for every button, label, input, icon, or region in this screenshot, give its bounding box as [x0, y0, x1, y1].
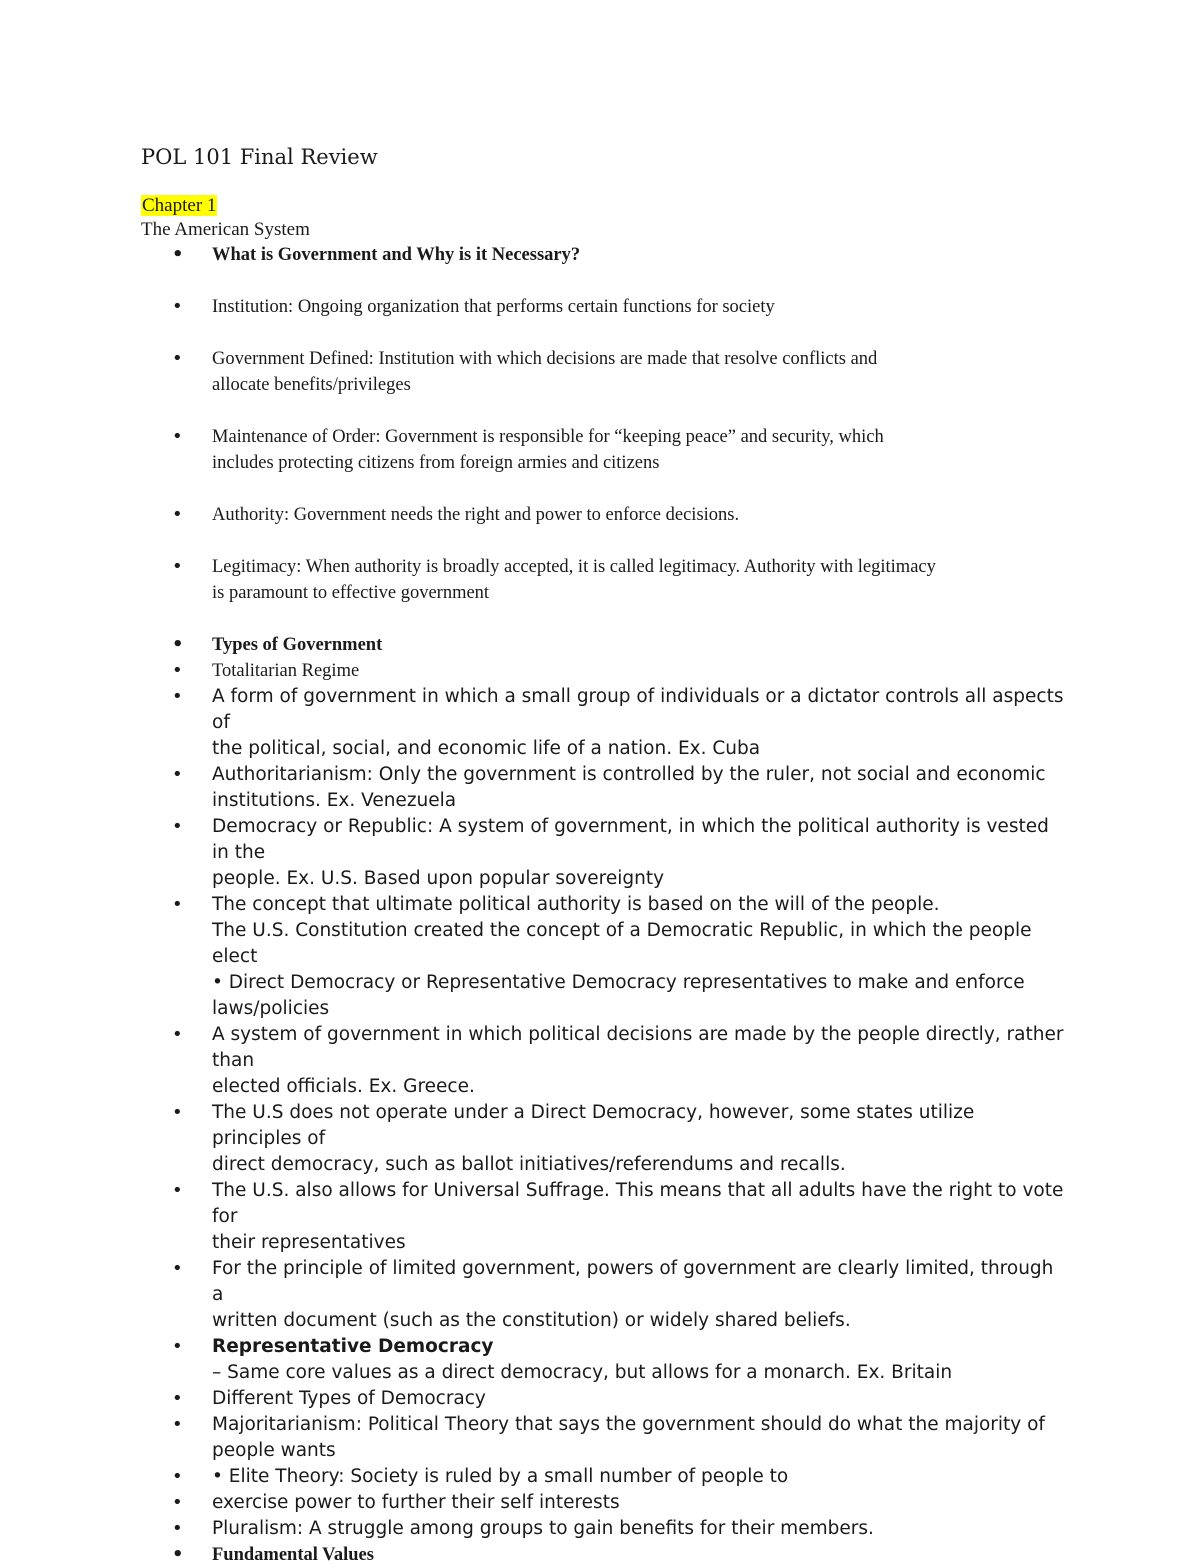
list-item: • Authority: Government needs the right and power to enforce decisions. — [141, 502, 1066, 528]
list-item: • Democracy or Republic: A system of government, in which the political authority is vested in the people. Ex. U.S. Based upon popular sovereignty — [141, 814, 1066, 892]
list-item: • Totalitarian Regime — [141, 658, 1066, 684]
list-item: • Representative Democracy – Same core values as a direct democracy, but allows for a monarch. Ex. Britain — [141, 1334, 1066, 1386]
list-item: • Pluralism: A struggle among groups to gain benefits for their members. — [141, 1516, 1066, 1542]
bullet-list — [141, 242, 1066, 1568]
list-item: • Fundamental Values — [141, 1542, 1066, 1568]
list-item: • Majoritarianism: Political Theory that says the government should do what the majority of people wants — [141, 1412, 1066, 1464]
list-item: • • Elite Theory: Society is ruled by a small number of people to — [141, 1464, 1066, 1490]
list-item: • A system of government in which political decisions are made by the people directly, rather than elected officials. Ex. Greece. — [141, 1022, 1066, 1100]
list-item: • Government Defined: Institution with which decisions are made that resolve conflicts and allocate benefits/privileges — [141, 346, 1066, 398]
document-page — [141, 142, 1066, 1568]
list-item: • For the principle of limited government, powers of government are clearly limited, through a written document (such as the constitution) or widely shared beliefs. — [141, 1256, 1066, 1334]
document-title: POL 101 Final Review — [141, 145, 378, 169]
list-item: • A form of government in which a small group of individuals or a dictator controls all aspects of the political, social, and economic life of a nation. Ex. Cuba — [141, 684, 1066, 762]
list-item: • Institution: Ongoing organization that performs certain functions for society — [141, 294, 1066, 320]
list-item: • Maintenance of Order: Government is responsible for “keeping peace” and security, which includes protecting citizens from foreign armies and citizens — [141, 424, 1066, 476]
list-item: • The concept that ultimate political authority is based on the will of the people. The U.S. Constitution created the concept of a Democratic Republic, in which the people elect • Direct Democracy or Representative Democracy representatives to make and enforce laws/policies — [141, 892, 1066, 1022]
chapter-heading — [141, 194, 1066, 218]
list-item: • The U.S does not operate under a Direct Democracy, however, some states utilize principles of direct democracy, such as ballot initiatives/referendums and recalls. — [141, 1100, 1066, 1178]
list-item: • exercise power to further their self interests — [141, 1490, 1066, 1516]
list-item: • What is Government and Why is it Necessary? — [141, 242, 1066, 268]
list-item: • Legitimacy: When authority is broadly accepted, it is called legitimacy. Authority with legitimacy is paramount to effective government — [141, 554, 1066, 606]
list-item: • Authoritarianism: Only the government is controlled by the ruler, not social and economic institutions. Ex. Venezuela — [141, 762, 1066, 814]
list-item: • Types of Government — [141, 632, 1066, 658]
section-title: The American System — [141, 219, 310, 240]
chapter-highlight: Chapter 1 — [142, 195, 217, 216]
list-item: • The U.S. also allows for Universal Suffrage. This means that all adults have the right to vote for their representatives — [141, 1178, 1066, 1256]
list-item: • Different Types of Democracy — [141, 1386, 1066, 1412]
